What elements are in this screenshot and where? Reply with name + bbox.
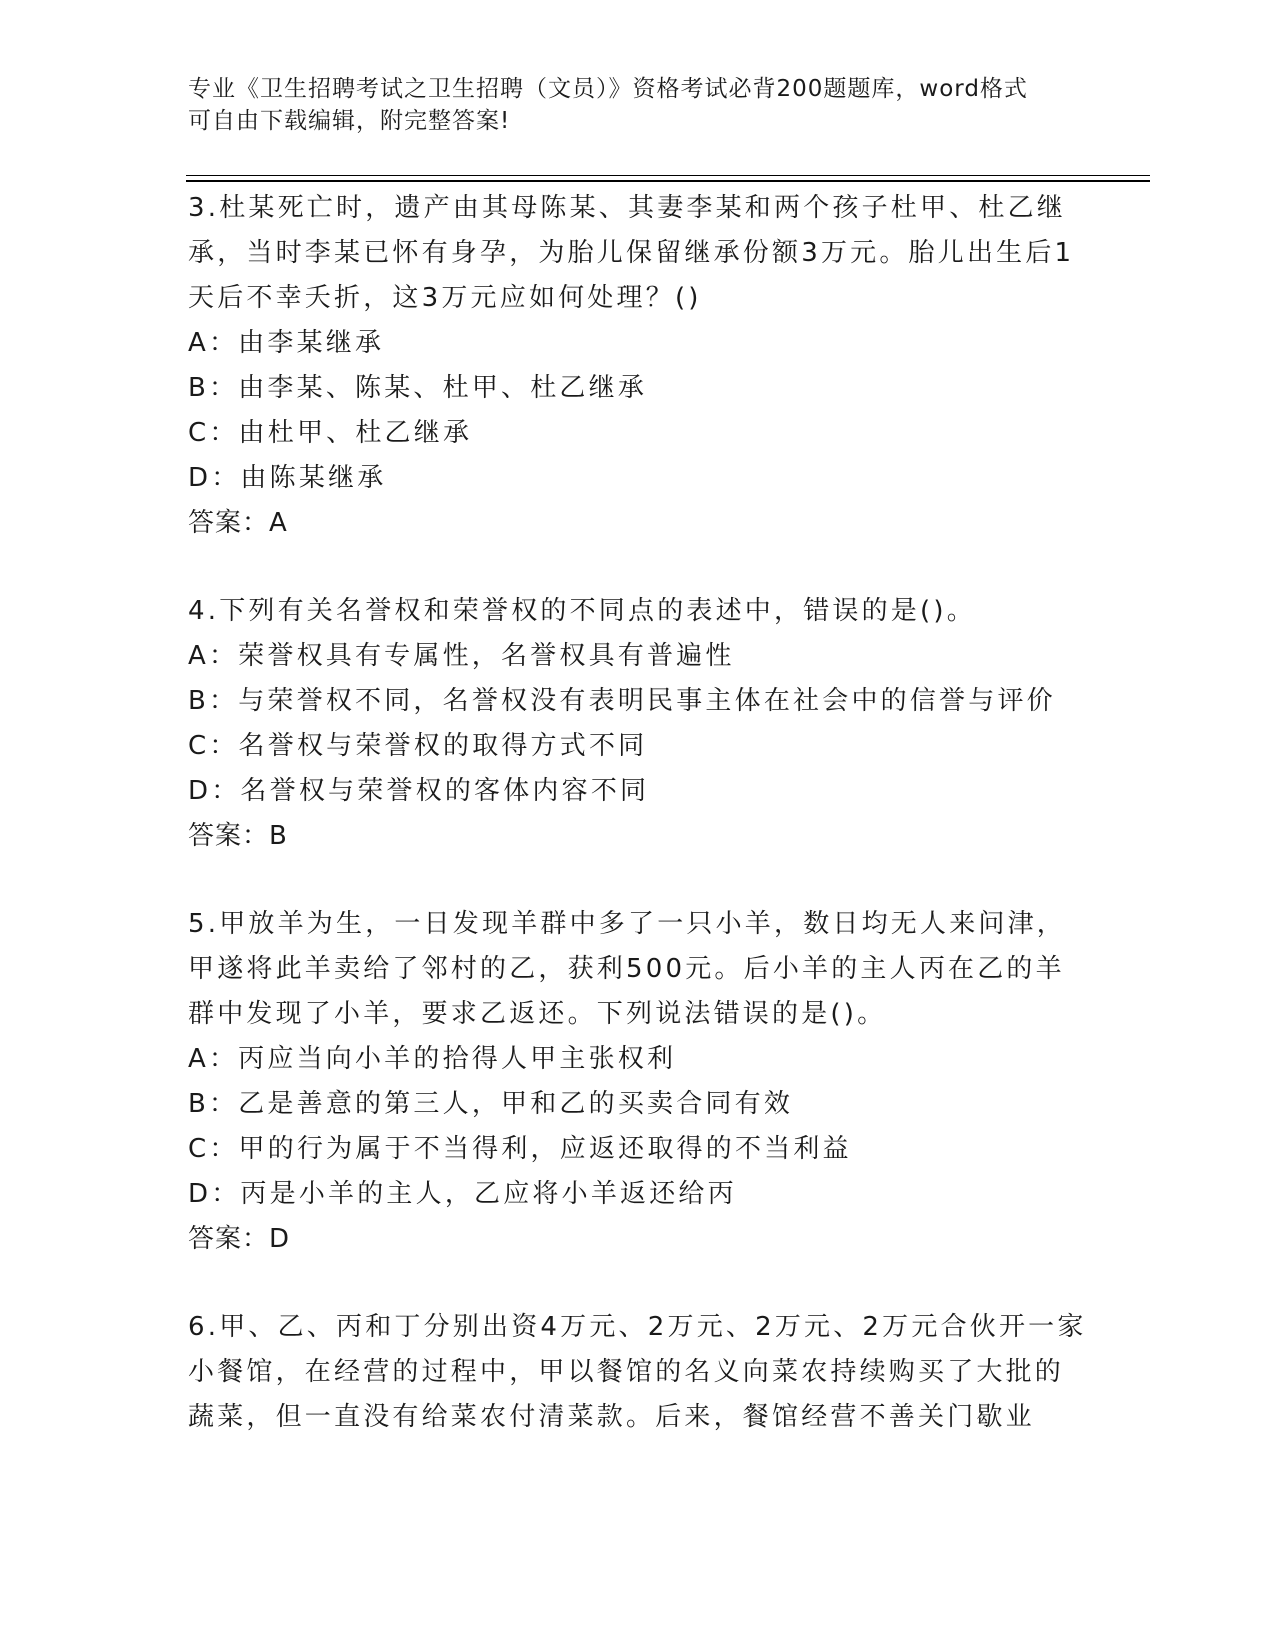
- option-d: D：由陈某继承: [188, 463, 387, 493]
- header-divider-thick: [186, 180, 1150, 182]
- question-6: [188, 1305, 1088, 1440]
- header-line-1: 专业《卫生招聘考试之卫生招聘（文员）》资格考试必背200题题库，word格式: [188, 76, 1028, 102]
- question-5: [188, 902, 1088, 1262]
- header-divider-thin: [186, 175, 1150, 176]
- question-list: [188, 186, 1088, 1483]
- option-a: A：荣誉权具有专属性，名誉权具有普遍性: [188, 641, 735, 671]
- answer: 答案：D: [188, 1224, 291, 1254]
- header-line-2: 可自由下载编辑，附完整答案!: [188, 108, 511, 134]
- option-c: C：名誉权与荣誉权的取得方式不同: [188, 731, 648, 761]
- option-c: C：由杜甲、杜乙继承: [188, 418, 473, 448]
- question-text: 4.下列有关名誉权和荣誉权的不同点的表述中，错误的是()。: [188, 596, 976, 626]
- question-text: 5.甲放羊为生，一日发现羊群中多了一只小羊，数日均无人来问津，甲遂将此羊卖给了邻村的乙，获利500元。后小羊的主人丙在乙的羊群中发现了小羊，要求乙返还。下列说法错误的是()。: [188, 909, 1067, 1029]
- document-header: [188, 73, 1088, 137]
- question-3: [188, 186, 1088, 546]
- option-c: C：甲的行为属于不当得利，应返还取得的不当利益: [188, 1134, 852, 1164]
- option-a: A：由李某继承: [188, 328, 385, 358]
- answer: 答案：B: [188, 821, 288, 851]
- answer: 答案：A: [188, 508, 288, 538]
- option-d: D：丙是小羊的主人，乙应将小羊返还给丙: [188, 1179, 737, 1209]
- question-text: 6.甲、乙、丙和丁分别出资4万元、2万元、2万元、2万元合伙开一家小餐馆，在经营的过程中，甲以餐馆的名义向菜农持续购买了大批的蔬菜，但一直没有给菜农付清菜款。后来，餐馆经营不善关门歇业: [188, 1312, 1087, 1432]
- option-b: B：乙是善意的第三人，甲和乙的买卖合同有效: [188, 1089, 794, 1119]
- option-d: D：名誉权与荣誉权的客体内容不同: [188, 776, 650, 806]
- question-4: [188, 589, 1088, 859]
- option-b: B：由李某、陈某、杜甲、杜乙继承: [188, 373, 648, 403]
- option-b: B：与荣誉权不同，名誉权没有表明民事主体在社会中的信誉与评价: [188, 686, 1056, 716]
- question-text: 3.杜某死亡时，遗产由其母陈某、其妻李某和两个孩子杜甲、杜乙继承，当时李某已怀有身孕，为胎儿保留继承份额3万元。胎儿出生后1天后不幸夭折，这3万元应如何处理？(): [188, 193, 1075, 313]
- option-a: A：丙应当向小羊的拾得人甲主张权利: [188, 1044, 677, 1074]
